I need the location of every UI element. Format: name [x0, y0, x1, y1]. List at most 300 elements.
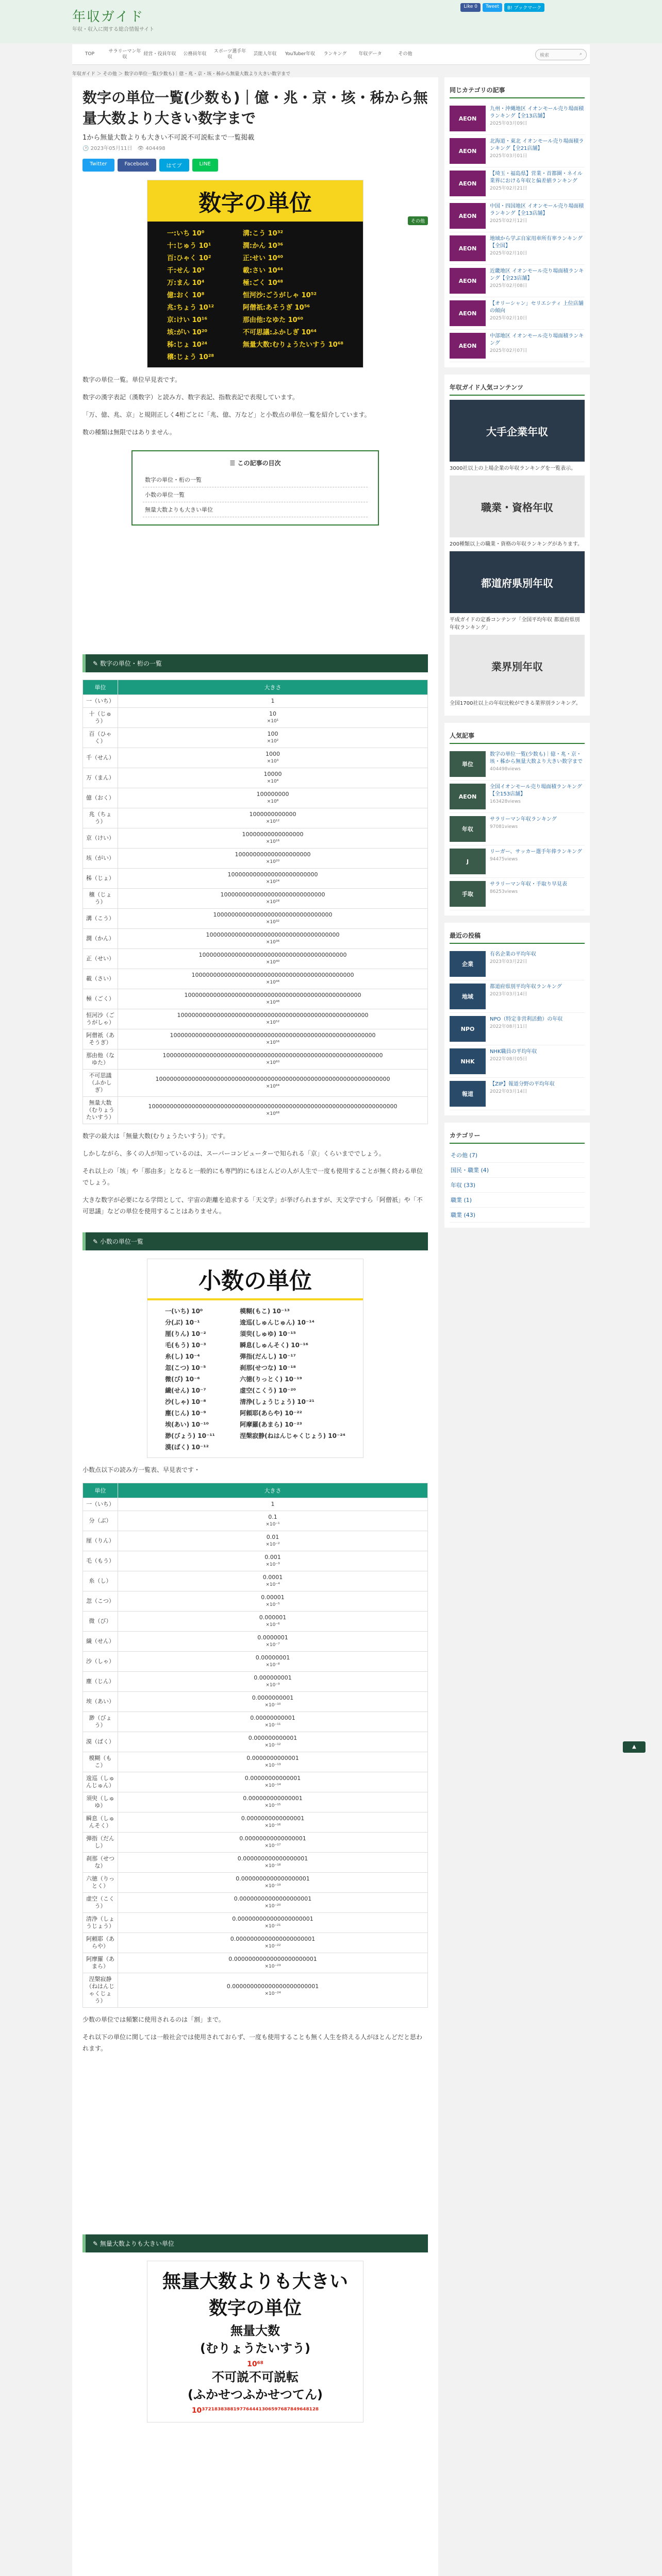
- article-thumb[interactable]: J: [450, 849, 486, 874]
- unit-number: 0.0000000000000001: [241, 1815, 305, 1822]
- unit-number: 0.0000000000000000001: [236, 1875, 310, 1882]
- article-date: 163428views: [490, 799, 521, 804]
- unit-number: 100000000000000000000000000000000000000000000: [191, 972, 354, 978]
- unit-number: 10: [269, 710, 276, 717]
- table-row: [83, 748, 428, 768]
- share-buttons: [82, 159, 428, 172]
- unit-value: [118, 1792, 428, 1812]
- site-tagline: 年収・収入に関する総合情報サイト: [72, 27, 155, 32]
- note-paragraph: それ以上の「垓」や「那由多」となると一般的にも専門的にもほとんどの人が人生で一度も使用することが無く終わる単位でしょう。: [82, 1167, 423, 1186]
- unit-value: [118, 909, 428, 929]
- article-thumb[interactable]: 報道: [450, 1081, 486, 1107]
- unit-name: 瞬息（しゅんそく）: [83, 1812, 118, 1833]
- recent-title: 最近の投稿: [450, 928, 585, 944]
- ranking-title: 人気記事: [450, 728, 585, 744]
- unit-exponent: ×10²⁴: [266, 879, 280, 885]
- unit-value: [118, 728, 428, 748]
- unit-value: [118, 1612, 428, 1632]
- article-date: 2025年02月12日: [490, 218, 527, 224]
- unit-value: [118, 708, 428, 728]
- article-link[interactable]: [450, 813, 585, 845]
- article-title[interactable]: 有名企業の平均年収 2023年03月22日: [490, 952, 536, 964]
- banner-unit: 糸(し) 10⁻⁴: [165, 1353, 200, 1360]
- banner-unit: 厘(りん) 10⁻²: [165, 1330, 206, 1337]
- article-title[interactable]: NHK職員の平均年収 2022年08月05日: [490, 1049, 537, 1062]
- ad-space: [82, 2054, 428, 2219]
- article-link[interactable]: [450, 1013, 585, 1045]
- banner-unit: 無量大数:むりょうたいすう 10⁶⁸: [242, 341, 344, 349]
- table-row: [83, 1009, 428, 1029]
- unit-value: [118, 1097, 428, 1124]
- col-header-unit: 単位: [83, 680, 118, 695]
- article-thumb[interactable]: AEON: [450, 333, 486, 359]
- col-header-size: 大きさ: [118, 1483, 428, 1498]
- table-row: [83, 1652, 428, 1672]
- table-row: [83, 929, 428, 949]
- eye-icon: 👁: [137, 146, 146, 151]
- popular-content-box: [444, 375, 590, 716]
- article-title[interactable]: 近畿地区 イオンモール売り場面積ランキング【全23店舗】 2025年02月08日: [490, 268, 584, 289]
- unit-value: [118, 1009, 428, 1029]
- banner2-right-col: [240, 1307, 345, 1451]
- banner-unit: 不可思議:ふかしぎ 10⁶⁴: [242, 329, 317, 336]
- unit-number: 0.000000000001: [248, 1735, 297, 1741]
- nav-item[interactable]: スポーツ選手年収: [213, 48, 246, 60]
- article-thumb[interactable]: AEON: [450, 235, 486, 261]
- banner-unit: 六徳(りっとく) 10⁻¹⁹: [240, 1376, 302, 1383]
- table-row: [83, 989, 428, 1009]
- unit-name: 沙（しゃ）: [83, 1652, 118, 1672]
- banner-unit: 清浄(しょうじょう) 10⁻²¹: [240, 1398, 315, 1405]
- unit-name: 涅槃寂静（ねはんじゃくじょう）: [83, 1973, 118, 2008]
- unit-value: [118, 969, 428, 989]
- unit-value: [118, 1812, 428, 1833]
- share-button[interactable]: Twitter: [82, 159, 114, 172]
- article-date: 86253views: [490, 889, 518, 894]
- unit-number: 0.000000000000000000001: [232, 1916, 313, 1922]
- unit-number: 0.00000000000001: [244, 1775, 301, 1782]
- table-row: [83, 1732, 428, 1752]
- banner-title: 数字の単位: [147, 180, 363, 222]
- unit-exponent: ×10⁻⁷: [266, 1642, 280, 1648]
- unit-name: 恒河沙（ごうがしゃ）: [83, 1009, 118, 1029]
- same-category-title: 同じカテゴリの記事: [450, 82, 585, 98]
- section-heading-big-units: ✎ 数字の単位・桁の一覧: [82, 654, 428, 672]
- pencil-icon: ✎: [93, 2240, 100, 2247]
- back-to-top-button[interactable]: ▲: [623, 1741, 646, 1753]
- article-date: 2025年03月09日: [490, 121, 527, 126]
- table-row: [83, 1097, 428, 1124]
- share-button[interactable]: LINE: [192, 159, 218, 172]
- banner-unit: 穣:じょう 10²⁸: [167, 353, 214, 361]
- unit-number: 1000000000000: [249, 811, 296, 818]
- unit-name: 弾指（だんし）: [83, 1833, 118, 1853]
- search-input[interactable]: 検索 ⌕: [535, 49, 587, 60]
- article-thumb[interactable]: AEON: [450, 171, 486, 196]
- unit-number: 0.0000000001: [252, 1694, 294, 1701]
- unit-name: 千（せん）: [83, 748, 118, 768]
- unit-number: 1000000000000000000000000000000000000000000000000000000000000: [162, 1052, 383, 1059]
- banner-unit: 刹那(せつな) 10⁻¹⁸: [240, 1364, 296, 1371]
- article-title[interactable]: リーガー、サッカー選手年俸ランキング 94475views: [490, 849, 582, 862]
- unit-number: 0.00000001: [255, 1654, 290, 1661]
- article-title[interactable]: 中部地区 イオンモール売り場面積ランキング 2025年02月07日: [490, 333, 584, 353]
- unit-value: [118, 1571, 428, 1591]
- section-heading-small-units: ✎ 小数の単位一覧: [82, 1232, 428, 1250]
- article-link[interactable]: [450, 167, 585, 200]
- col-header-unit: 単位: [83, 1483, 118, 1498]
- site-header: [0, 0, 662, 43]
- article-main: [72, 77, 438, 2576]
- article-date: 2022年08月05日: [490, 1057, 527, 1062]
- unit-exponent: ×10⁻¹⁶: [264, 1823, 281, 1828]
- article-link[interactable]: [450, 878, 585, 910]
- site-logo[interactable]: 年収ガイド: [72, 9, 144, 25]
- unit-exponent: ×10⁻¹⁷: [264, 1843, 281, 1849]
- unit-number: 0.00000000001: [250, 1715, 295, 1721]
- article-thumb[interactable]: AEON: [450, 784, 486, 809]
- nav-item[interactable]: サラリーマン年収: [108, 48, 141, 60]
- nav-item[interactable]: 公務員年収: [183, 52, 207, 57]
- unit-value: [118, 1692, 428, 1712]
- unit-exponent: ×10⁻²⁴: [264, 1991, 281, 1996]
- table-row: [83, 889, 428, 909]
- unit-exponent: ×10⁻⁴: [266, 1582, 280, 1587]
- table-row: [83, 969, 428, 989]
- article-title[interactable]: 九州・沖縄地区 イオンモール売り場面積ランキング【全13店舗】 2025年03月09日: [490, 106, 584, 126]
- banner-unit: 京:けい 10¹⁶: [167, 316, 208, 324]
- unit-value: [118, 1070, 428, 1097]
- article-link[interactable]: [450, 103, 585, 135]
- unit-name: 刹那（せつな）: [83, 1853, 118, 1873]
- banner-unit: 阿摩羅(あまら) 10⁻²³: [240, 1421, 302, 1428]
- article-thumb[interactable]: 手取: [450, 881, 486, 907]
- unit-value: [118, 949, 428, 969]
- banner-unit: 恒河沙:ごうがしゃ 10⁵²: [242, 292, 317, 299]
- article-thumb[interactable]: 地域: [450, 984, 486, 1009]
- category-link[interactable]: その他 (7): [450, 1148, 585, 1163]
- banner-unit: 涅槃寂静(ねはんじゃくじょう) 10⁻²⁴: [240, 1432, 345, 1439]
- unit-name: 模糊（もこ）: [83, 1752, 118, 1772]
- unit-value: [118, 1029, 428, 1049]
- pencil-icon: ✎: [93, 1238, 100, 1245]
- promo-banner[interactable]: 業界別年収: [450, 635, 585, 697]
- beyond-title-1: 無量大数よりも大きい: [162, 2271, 348, 2292]
- article-title[interactable]: 【埼玉・福島県】営業・首都圏・ネイル業界における年収と偏差値ランキング 2025年02月21日: [490, 171, 585, 196]
- unit-name: 無量大数（むりょうたいすう）: [83, 1097, 118, 1124]
- unit-number: 0.00001: [261, 1594, 285, 1601]
- category-link[interactable]: 職業 (43): [450, 1208, 585, 1223]
- unit-value: [118, 1712, 428, 1732]
- unit-value: [118, 808, 428, 828]
- unit-number: 0.000000001: [254, 1674, 292, 1681]
- banner-unit: 一(いち) 10⁰: [165, 1308, 203, 1315]
- unit-exponent: ×10⁻²⁰: [264, 1904, 281, 1909]
- table-row: [83, 1933, 428, 1953]
- muryotaisu-name: 無量大数: [230, 2324, 280, 2338]
- breadcrumb[interactable]: 年収ガイド ＞ その他 ＞ 数字の単位一覧(少数も)｜億・兆・京・垓・秭から無量大数より大きい数字まで: [72, 72, 291, 77]
- unit-exponent: ×10¹²: [266, 819, 280, 824]
- unit-exponent: ×10⁻²³: [264, 1964, 281, 1969]
- unit-number: 0.0000001: [257, 1634, 288, 1641]
- unit-name: 兆（ちょう）: [83, 808, 118, 828]
- category-link[interactable]: 国民・職業 (4): [450, 1163, 585, 1178]
- nav-item[interactable]: TOP: [85, 52, 94, 57]
- unit-exponent: ×10²⁸: [266, 900, 280, 905]
- unit-value: [118, 1551, 428, 1571]
- banner-unit: 兆:ちょう 10¹²: [167, 304, 214, 312]
- unit-exponent: ×10²: [267, 739, 279, 744]
- muryotaisu-exp: 10⁶⁸: [247, 2360, 263, 2368]
- article-link[interactable]: [450, 297, 585, 330]
- article-link[interactable]: [450, 781, 585, 813]
- table-row: [83, 1853, 428, 1873]
- unit-value: [118, 1833, 428, 1853]
- unit-exponent: ×10⁻¹¹: [264, 1723, 281, 1728]
- unit-exponent: ×10⁸: [267, 799, 279, 804]
- unit-number: 0.001: [264, 1554, 281, 1561]
- banner-unit: 垓:がい 10²⁰: [167, 329, 208, 336]
- banner-unit: 微(び) 10⁻⁶: [165, 1376, 200, 1383]
- article-thumb[interactable]: 年収: [450, 816, 486, 842]
- category-link[interactable]: 職業 (1): [450, 1193, 585, 1208]
- article-title[interactable]: 【オリーシャン」セリエシティ 上位店舗の傾向 2025年02月10日: [490, 300, 585, 326]
- table-row: [83, 1049, 428, 1070]
- unit-name: 六徳（りっとく）: [83, 1873, 118, 1893]
- banner-unit: 正:せい 10⁴⁰: [242, 255, 284, 262]
- nav-item[interactable]: ランキング: [323, 52, 347, 57]
- unit-value: [118, 695, 428, 708]
- search-icon[interactable]: ⌕: [579, 51, 582, 57]
- banner-unit: 載:さい 10⁴⁴: [242, 267, 284, 275]
- unit-number: 100000000000000000000: [235, 851, 311, 858]
- table-row: [83, 828, 428, 849]
- banner-left-col: [167, 228, 214, 361]
- share-button[interactable]: はてブ: [159, 159, 189, 172]
- article-link[interactable]: [450, 135, 585, 167]
- clock-icon: 🕑: [82, 146, 91, 151]
- article-title[interactable]: 中国・四国地区 イオンモール売り場面積ランキング【全13店舗】 2025年02月12日: [490, 204, 584, 224]
- unit-value: [118, 1893, 428, 1913]
- global-nav: [72, 44, 590, 65]
- unit-name: 漠（ばく）: [83, 1732, 118, 1752]
- article-title[interactable]: サラリーマン年収ランキング 97081views: [490, 817, 557, 829]
- banner-unit: 沙(しゃ) 10⁻⁸: [165, 1398, 206, 1405]
- promo-banner[interactable]: 職業・資格年収: [450, 476, 585, 537]
- category-badge[interactable]: その他: [408, 216, 428, 225]
- article-date: 2023年03月14日: [490, 992, 527, 997]
- article-link[interactable]: [450, 1045, 585, 1078]
- nav-item[interactable]: 経営・役員年収: [143, 52, 176, 57]
- article-link[interactable]: [450, 845, 585, 878]
- table-row: [83, 1873, 428, 1893]
- intro-paragraph: 数の種類は無限ではありません。: [82, 429, 176, 436]
- unit-name: 京（けい）: [83, 828, 118, 849]
- ad-space: [82, 526, 428, 639]
- article-link[interactable]: [450, 748, 585, 781]
- toc-item[interactable]: 小数の単位一覧: [143, 487, 368, 502]
- unit-number: 100: [267, 731, 278, 737]
- unit-name: 那由他（なゆた）: [83, 1049, 118, 1070]
- unit-number: 100000000000000000000000000000000000000000000000000000000: [170, 1032, 376, 1039]
- banner2-title: 小数の単位: [147, 1259, 363, 1300]
- small-units-notes: [82, 2014, 428, 2054]
- article-link[interactable]: [450, 265, 585, 297]
- promo-text: 平成ガイドの定番コンテンツ「全国平均年収 都道府県別年収ランキング」: [450, 617, 580, 631]
- unit-value: [118, 849, 428, 869]
- unit-value: [118, 989, 428, 1009]
- unit-value: [118, 1632, 428, 1652]
- article-thumb[interactable]: AEON: [450, 106, 486, 131]
- table-row: [83, 1029, 428, 1049]
- unit-value: [118, 1913, 428, 1933]
- article-title[interactable]: サラリーマン年収・手取り早見表 86253views: [490, 882, 567, 894]
- toc-title: ☰ この記事の目次: [229, 460, 281, 467]
- banner-unit: 繊(せん) 10⁻⁷: [165, 1387, 206, 1394]
- article-thumb[interactable]: 企業: [450, 951, 486, 977]
- share-button[interactable]: Facebook: [118, 159, 156, 172]
- article-thumb[interactable]: AEON: [450, 203, 486, 229]
- table-row: [83, 695, 428, 708]
- article-title[interactable]: 地域から学ぶ自家用車所有率ランキング【全国】 2025年02月10日: [490, 235, 585, 261]
- table-row: [83, 808, 428, 828]
- article-date: 2022年08月11日: [490, 1024, 527, 1029]
- intro-paragraph: 「万、億、兆、京」と規則正しく4桁ごとに「兆、億、万など」と小数点の単位一覧を紹介しています。: [82, 411, 371, 418]
- unit-number: 1: [271, 698, 275, 704]
- article-date: 2022年03月14日: [490, 1089, 527, 1094]
- unit-name: 繊（せん）: [83, 1632, 118, 1652]
- article-thumb[interactable]: AEON: [450, 300, 486, 326]
- unit-exponent: ×10⁵⁶: [266, 1040, 280, 1045]
- article-meta: 🕑 2023年05月11日 👁 404498: [82, 146, 166, 151]
- pencil-icon: ✎: [93, 660, 100, 667]
- article-link[interactable]: [450, 330, 585, 362]
- nav-item[interactable]: 年収データ: [358, 52, 382, 57]
- unit-number: 10000000000000000000000000000000000000000000000000000: [177, 1012, 369, 1019]
- article-date: 97081views: [490, 824, 518, 829]
- table-row: [83, 1772, 428, 1792]
- article-link[interactable]: [450, 948, 585, 980]
- table-row: [83, 1511, 428, 1531]
- unit-name: 埃（あい）: [83, 1692, 118, 1712]
- unit-number: 0.0000000000001: [246, 1755, 299, 1761]
- unit-exponent: ×10⁻⁸: [266, 1663, 280, 1668]
- unit-name: 一（いち）: [83, 1498, 118, 1511]
- unit-number: 100000000000000000000000000000000000000000000000000000000000000000000: [148, 1103, 398, 1110]
- table-row: [83, 1712, 428, 1732]
- social-button[interactable]: B! ブックマーク: [504, 3, 544, 12]
- banner-unit: 埃(あい) 10⁻¹⁰: [165, 1421, 209, 1428]
- unit-value: [118, 1049, 428, 1070]
- banner-unit: 秭:じょ 10²⁴: [167, 341, 208, 349]
- table-of-contents: [131, 450, 379, 526]
- big-units-notes: [82, 1130, 428, 1217]
- promo-text: 全国1700社以上の年収比較ができる業界別ランキング。: [450, 701, 581, 706]
- article-title[interactable]: 全国イオンモール売り場面積ランキング【全153店舗】 163428views: [490, 784, 585, 809]
- unit-value: [118, 1511, 428, 1531]
- banner-unit: 万:まん 10⁴: [167, 279, 205, 287]
- unit-value: [118, 1933, 428, 1953]
- unit-exponent: ×10⁻⁹: [266, 1683, 280, 1688]
- banner-unit: 阿僧祇:あそうぎ 10⁵⁶: [242, 304, 310, 312]
- unit-name: 澗（かん）: [83, 929, 118, 949]
- unit-number: 0.01: [266, 1534, 279, 1540]
- unit-exponent: ×10⁻⁵: [266, 1602, 280, 1607]
- unit-name: 正（せい）: [83, 949, 118, 969]
- beyond-title-2: 数字の単位: [208, 2298, 302, 2319]
- article-title[interactable]: 【ZIP】報道分野の平均年収 2022年03月14日: [490, 1081, 555, 1094]
- article-date: 2023年03月22日: [490, 959, 527, 964]
- small-units-intro: 小数点以下の読み方一覧表、早見表です・: [82, 1466, 201, 1473]
- unit-number: 100000000000000000000000000000000: [213, 911, 333, 918]
- unit-name: 逡巡（しゅんじゅん）: [83, 1772, 118, 1792]
- unit-name: 秭（じょ）: [83, 869, 118, 889]
- unit-value: [118, 828, 428, 849]
- article-title[interactable]: 都道府県別平均年収ランキング 2023年03月14日: [490, 984, 562, 997]
- unit-number: 0.000000000000001: [243, 1795, 303, 1802]
- fukasetsu-reading: (ふかせつふかせつてん): [188, 2387, 323, 2402]
- unit-name: 忽（こつ）: [83, 1591, 118, 1612]
- unit-value: [118, 1498, 428, 1511]
- table-row: [83, 1498, 428, 1511]
- social-button[interactable]: Like 0: [460, 3, 481, 12]
- promo-banner[interactable]: 大手企業年収: [450, 400, 585, 462]
- nav-item[interactable]: 芸能人年収: [253, 52, 277, 57]
- unit-value: [118, 929, 428, 949]
- category-title: カテゴリー: [450, 1128, 585, 1144]
- unit-name: 塵（じん）: [83, 1672, 118, 1692]
- banner-right-col: [243, 228, 343, 361]
- unit-exponent: ×10⁻¹⁴: [264, 1783, 281, 1788]
- banner-unit: 渺(びょう) 10⁻¹¹: [165, 1432, 215, 1439]
- article-link[interactable]: [450, 980, 585, 1013]
- social-button[interactable]: Tweet: [483, 3, 502, 12]
- unit-number: 1000000000000000000000000: [227, 871, 318, 878]
- toc-item[interactable]: 無量大数よりも大きい単位: [143, 502, 368, 517]
- unit-name: 分（ぶ）: [83, 1511, 118, 1531]
- article-thumb[interactable]: 単位: [450, 751, 486, 777]
- article-title[interactable]: 数字の単位一覧(少数も)｜億・兆・京・垓・秭から無量大数より大きい数字まで 404498views: [490, 751, 585, 777]
- recent-box: [444, 923, 590, 1115]
- article-link[interactable]: [450, 200, 585, 232]
- article-thumb[interactable]: AEON: [450, 138, 486, 164]
- toc-item[interactable]: 数字の単位・桁の一覧: [143, 472, 368, 487]
- table-row: [83, 909, 428, 929]
- article-link[interactable]: [450, 1078, 585, 1110]
- article-title[interactable]: 北海道・東北 イオンモール売り場面積ランキング【全21店舗】 2025年03月01日: [490, 139, 584, 159]
- article-title[interactable]: NPO（特定非営利活動）の年収 2022年08月11日: [490, 1016, 563, 1029]
- article-thumb[interactable]: NPO: [450, 1016, 486, 1042]
- nav-item[interactable]: その他: [398, 52, 412, 57]
- table-row: [83, 1833, 428, 1853]
- banner-unit: 澗:かん 10³⁶: [242, 242, 284, 250]
- article-date: 94475views: [490, 857, 518, 862]
- table-row: [83, 1672, 428, 1692]
- fukasetsu-name: 不可説不可説転: [212, 2370, 299, 2384]
- small-units-table: [82, 1483, 428, 2008]
- article-thumb[interactable]: AEON: [450, 268, 486, 294]
- category-link[interactable]: 年収 (33): [450, 1178, 585, 1193]
- article-link[interactable]: [450, 232, 585, 265]
- unit-name: 糸（し）: [83, 1571, 118, 1591]
- article-thumb[interactable]: NHK: [450, 1048, 486, 1074]
- nav-item[interactable]: YouTuber年収: [285, 52, 316, 57]
- unit-name: 百（ひゃく）: [83, 728, 118, 748]
- unit-number: 1: [271, 1501, 275, 1507]
- promo-banner[interactable]: 都道府県別年収: [450, 551, 585, 613]
- fukasetsu-exp: 10³⁷²¹⁸³⁸³⁸⁸¹⁹⁷⁷⁶⁴⁴⁴¹³⁰⁶⁵⁹⁷⁶⁸⁷⁸⁴⁹⁶⁴⁸¹²⁸: [191, 2406, 319, 2415]
- article-date: 2025年02月10日: [490, 316, 527, 321]
